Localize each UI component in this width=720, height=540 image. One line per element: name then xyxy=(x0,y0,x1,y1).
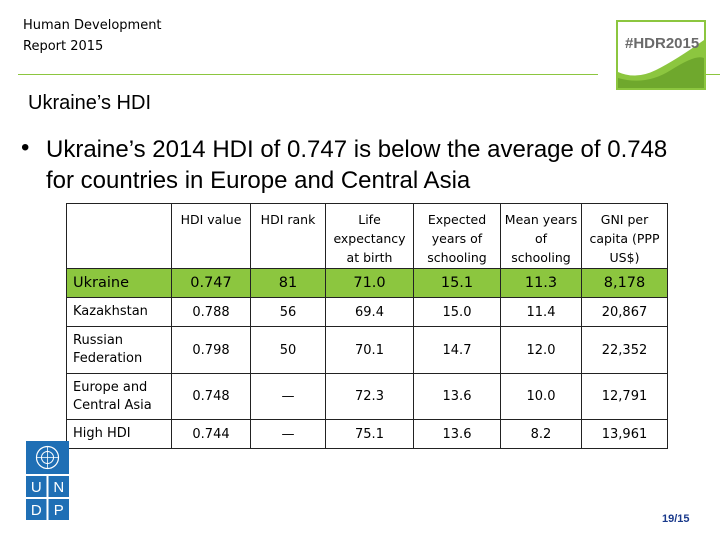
cell-expected-years: 15.0 xyxy=(414,298,501,327)
cell-gni: 22,352 xyxy=(582,327,668,374)
undp-letter-u: U xyxy=(30,479,42,496)
header-divider xyxy=(18,74,598,75)
cell-gni: 13,961 xyxy=(582,420,668,449)
header-mean-years: Mean years of schooling xyxy=(501,204,582,269)
header-hdi-rank: HDI rank xyxy=(251,204,326,269)
cell-gni: 20,867 xyxy=(582,298,668,327)
logo-text: #HDR2015 xyxy=(625,35,700,52)
cell-hdi-rank: 56 xyxy=(251,298,326,327)
cell-hdi-value: 0.747 xyxy=(172,269,251,298)
hdr2015-logo xyxy=(616,20,706,90)
cell-expected-years: 13.6 xyxy=(414,420,501,449)
table-row-kazakhstan xyxy=(67,298,668,327)
table-header-row xyxy=(67,204,668,269)
header-hdi-value: HDI value xyxy=(172,204,251,269)
undp-letter-d: D xyxy=(30,502,42,519)
header-gni-per-capita: GNI per capita (PPP US$) xyxy=(582,204,668,269)
header-life-expectancy: Life expectancy at birth xyxy=(326,204,414,269)
cell-life-expectancy: 72.3 xyxy=(326,374,414,420)
header-report-name-line2: Report 2015 xyxy=(23,39,104,54)
cell-hdi-value: 0.798 xyxy=(172,327,251,374)
cell-mean-years: 11.3 xyxy=(501,269,582,298)
page-number: 19/15 xyxy=(662,513,690,525)
slide-title: Ukraine’s HDI xyxy=(28,92,151,114)
row-country: Kazakhstan xyxy=(67,298,172,327)
cell-gni: 12,791 xyxy=(582,374,668,420)
cell-hdi-value: 0.744 xyxy=(172,420,251,449)
undp-logo xyxy=(26,441,69,520)
cell-expected-years: 15.1 xyxy=(414,269,501,298)
cell-mean-years: 8.2 xyxy=(501,420,582,449)
cell-hdi-rank: 81 xyxy=(251,269,326,298)
cell-expected-years: 13.6 xyxy=(414,374,501,420)
bullet-text: Ukraine’s 2014 HDI of 0.747 is below the average of 0.748 for countries in Europe and Central Asia xyxy=(46,136,668,194)
hdi-table xyxy=(66,203,668,449)
row-country: Europe and Central Asia xyxy=(67,374,172,420)
cell-life-expectancy: 75.1 xyxy=(326,420,414,449)
cell-mean-years: 12.0 xyxy=(501,327,582,374)
header-empty-cell xyxy=(67,204,172,269)
row-country: Ukraine xyxy=(67,269,172,298)
table-row-high-hdi xyxy=(67,420,668,449)
header-report-name-line1: Human Development xyxy=(23,18,162,33)
cell-gni: 8,178 xyxy=(582,269,668,298)
cell-life-expectancy: 69.4 xyxy=(326,298,414,327)
cell-hdi-rank: 50 xyxy=(251,327,326,374)
cell-mean-years: 11.4 xyxy=(501,298,582,327)
header-divider-right xyxy=(705,74,720,75)
row-country: High HDI xyxy=(67,420,172,449)
table-row-europe-central-asia xyxy=(67,374,668,420)
undp-letter-n: N xyxy=(53,479,65,496)
undp-letter-p: P xyxy=(53,502,64,519)
row-country: Russian Federation xyxy=(67,327,172,374)
bullet-icon: • xyxy=(21,134,30,161)
cell-life-expectancy: 70.1 xyxy=(326,327,414,374)
cell-expected-years: 14.7 xyxy=(414,327,501,374)
table-row-russian-federation xyxy=(67,327,668,374)
cell-mean-years: 10.0 xyxy=(501,374,582,420)
cell-hdi-rank: — xyxy=(251,374,326,420)
cell-life-expectancy: 71.0 xyxy=(326,269,414,298)
header-expected-years: Expected years of schooling xyxy=(414,204,501,269)
table-row-ukraine xyxy=(67,269,668,298)
cell-hdi-value: 0.748 xyxy=(172,374,251,420)
cell-hdi-value: 0.788 xyxy=(172,298,251,327)
cell-hdi-rank: — xyxy=(251,420,326,449)
